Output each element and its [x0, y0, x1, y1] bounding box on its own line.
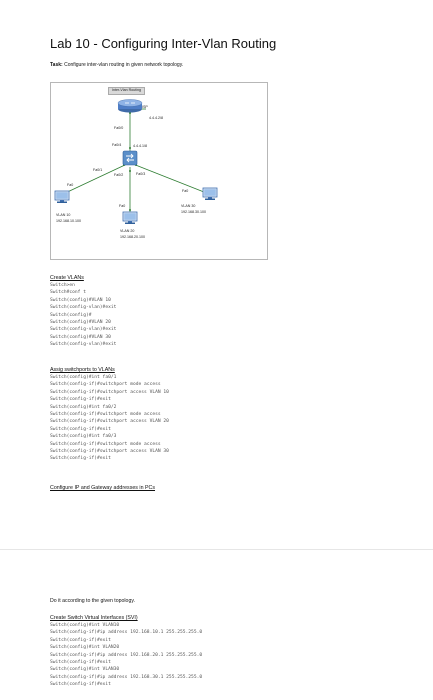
pc2-port: Fa0 — [119, 204, 126, 208]
switch-port-1: Fa0/1 — [93, 168, 103, 172]
switch-uplink-port: Fa0/4 — [112, 143, 122, 147]
switch-uplink-ip: 4.4.4.1/8 — [133, 144, 147, 148]
switch-port-2: Fa0/2 — [114, 173, 124, 177]
task-line — [50, 62, 183, 68]
instruction-text: Do it according to the given topology. — [50, 598, 135, 604]
code-block-assign-ports: Switch(config)#int fa0/1 Switch(config-if)#switchport mode access Switch(config-if)#switchport access VLAN 10 Switch(config-if)#exit Switch(config)#int fa0/2 Switch(config-if)#switchport mode access Switch(config-if)#switchport access VLAN 20 Switch(config-if)#exit Switch(config)#int fa0/3 Switch(config-if)#switchport mode access Switch(config-if)#switchport access VLAN 30 Switch(config-if)#exit — [50, 375, 169, 462]
router-icon — [117, 99, 143, 113]
task-label: Task: — [50, 62, 63, 68]
link-dot — [129, 147, 131, 149]
switch-icon — [122, 150, 138, 166]
link-switch-pc3 — [133, 164, 209, 194]
pc3-ip: 192.168.30.100 — [181, 210, 206, 214]
pc2-vlan: VLAN 20 — [120, 229, 135, 233]
code-block-create-vlans: Switch>en Switch#conf t Switch(config)#VLAN 10 Switch(config-vlan)#exit Switch(config)# Switch(config)#VLAN 20 Switch(config-vlan)#exit Switch(config)#VLAN 30 Switch(config-vlan)#exit — [50, 283, 117, 348]
section-heading-assign-ports: Assig switchports to VLANs — [50, 367, 115, 373]
section-heading-configure-ip: Configure IP and Gateway addresses in PCs — [50, 485, 156, 491]
page-title: Lab 10 - Configuring Inter-Vlan Routing — [50, 36, 277, 51]
pc3-vlan: VLAN 30 — [181, 204, 196, 208]
pc1-ip: 192.168.10.100 — [56, 219, 81, 223]
pc-icon — [122, 211, 138, 225]
pc-icon — [202, 187, 218, 201]
pc-icon — [54, 190, 70, 204]
pc2-ip: 192.168.20.100 — [120, 235, 145, 239]
code-block-svi: Switch(config)#int VLAN10 Switch(config-if)#ip address 192.168.10.1 255.255.255.0 Switch(config-if)#exit Switch(config)#int VLAN20 Switch(config-if)#ip address 192.168.20.1 255.255.255.0 Switch(config-if)#exit Switch(config)#int VLAN30 Switch(config-if)#ip address 192.168.30.1 255.255.255.0 Switch(config-if)#exit — [50, 623, 203, 688]
topology-links — [51, 83, 267, 259]
page-divider — [0, 549, 433, 550]
switch-port-3: Fa0/3 — [136, 172, 146, 176]
link-dot — [129, 170, 131, 172]
section-heading-svi: Create Switch Virtual Interfaces (SVI) — [50, 615, 138, 621]
pc1-port: Fa0 — [67, 183, 74, 187]
task-text: Configure inter-vlan routing in given network topology. — [64, 62, 184, 68]
pc3-port: Fa0 — [182, 189, 189, 193]
router-port: Fa0/0 — [114, 126, 124, 130]
router-name: ISP — [142, 105, 148, 109]
router-ip: 4.4.4.2/8 — [149, 116, 163, 120]
network-topology-diagram — [50, 82, 268, 260]
section-heading-create-vlans: Create VLANs — [50, 275, 84, 281]
diagram-caption: Inter-Vlan Routing — [108, 87, 145, 95]
pc1-vlan: VLAN 10 — [56, 213, 71, 217]
